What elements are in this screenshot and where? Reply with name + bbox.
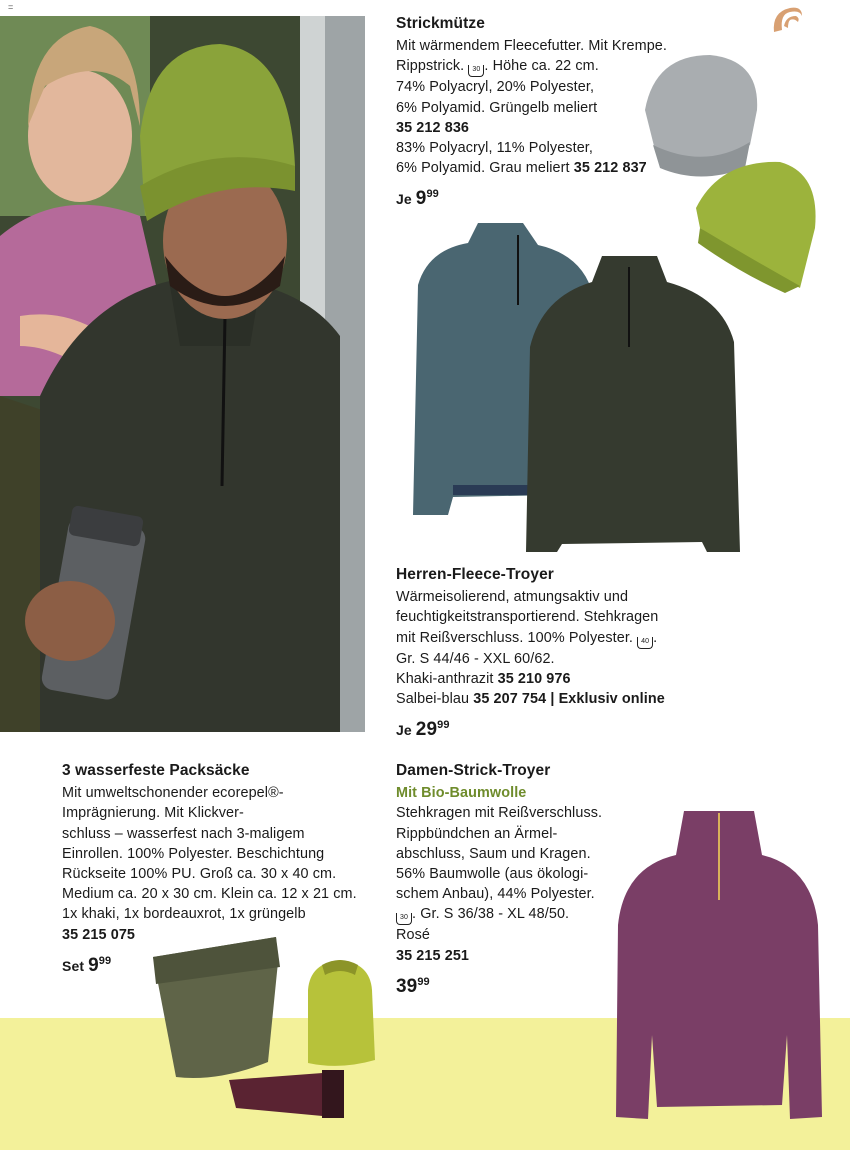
beanie-line — [396, 158, 667, 178]
hero-illustration — [0, 16, 365, 732]
beanie-line-text: Rippstrick. — [396, 58, 465, 75]
women-line: 56% Baumwolle (aus ökologi- — [396, 866, 589, 883]
packs-line: Einrollen. 100% Polyester. Beschichtung — [62, 845, 325, 862]
fleece-line-text: Salbei-blau — [396, 691, 470, 708]
women-line: Rosé — [396, 927, 430, 944]
care-label: 40 — [641, 637, 650, 645]
beanie-price — [396, 184, 667, 210]
green-pack-sack-image — [300, 955, 380, 1070]
fleece-price — [396, 715, 665, 741]
article-number: 35 215 251 — [396, 947, 470, 964]
fleece-line — [396, 689, 665, 709]
fleece-line-text: . — [653, 629, 658, 646]
price-integer: 9 — [415, 188, 427, 210]
beanie-line-text: 6% Polyamid. Grau meliert — [396, 160, 570, 177]
care-label: 30 — [472, 66, 481, 74]
price-prefix: Set — [62, 957, 85, 974]
packs-title: 3 wasserfeste Packsäcke — [62, 762, 250, 779]
packs-line: schluss – wasserfest nach 3-maligem — [62, 825, 305, 842]
fleece-line — [396, 669, 665, 689]
wash-30-icon — [468, 65, 484, 77]
beanie-line: 83% Polyacryl, 11% Polyester, — [396, 140, 593, 157]
women-line-text: . Gr. S 36/38 - XL 48/50. — [412, 906, 570, 923]
women-title: Damen-Strick-Troyer — [396, 762, 551, 779]
price-decimal: 99 — [417, 975, 430, 988]
women-price — [396, 972, 602, 998]
fleece-title: Herren-Fleece-Troyer — [396, 566, 554, 583]
price-decimal: 99 — [437, 719, 450, 732]
beanie-article-number — [396, 118, 667, 138]
women-description — [396, 761, 602, 998]
fleece-line-text: Khaki-anthrazit — [396, 670, 494, 687]
article-number: 35 212 837 — [573, 160, 647, 177]
beanie-line-text: . Höhe ca. 22 cm. — [484, 58, 599, 75]
women-subtitle: Mit Bio-Baumwolle — [396, 785, 527, 802]
wash-30-icon — [396, 913, 412, 925]
bordeaux-pack-sack-image — [226, 1060, 351, 1120]
price-prefix: Je — [396, 722, 412, 739]
women-line: Stehkragen mit Reißverschluss. — [396, 805, 603, 822]
beanie-title: Strickmütze — [396, 15, 485, 32]
article-number: 35 207 754 — [473, 691, 547, 708]
hero-photo — [0, 16, 365, 732]
page-marker: = — [8, 2, 14, 12]
women-line: Rippbündchen an Ärmel- — [396, 825, 558, 842]
price-integer: 29 — [415, 719, 438, 741]
wash-40-icon — [637, 637, 653, 649]
beanie-line: 74% Polyacryl, 20% Polyester, — [396, 79, 595, 96]
fleece-line: Gr. S 44/46 - XXL 60/62. — [396, 650, 555, 667]
rose-knit-troyer-image — [612, 805, 824, 1123]
beanie-line: Mit wärmendem Fleecefutter. Mit Krempe. — [396, 38, 668, 55]
fleece-description — [396, 565, 665, 741]
price-decimal: 99 — [426, 188, 439, 201]
price-integer: 9 — [88, 954, 99, 976]
price-prefix: Je — [396, 191, 412, 208]
article-number: 35 212 836 — [396, 119, 470, 136]
packs-line: Imprägnierung. Mit Klickver- — [62, 805, 244, 822]
online-exclusive-label: | Exklusiv online — [550, 691, 665, 708]
fleece-line-text: mit Reißverschluss. 100% Polyester. — [396, 629, 634, 646]
fleece-line: feuchtigkeitstransportierend. Stehkragen — [396, 609, 659, 626]
khaki-fleece-image — [522, 252, 742, 554]
women-line: schem Anbau), 44% Polyester. — [396, 886, 595, 903]
price-decimal: 99 — [98, 954, 112, 967]
beanie-line — [396, 56, 667, 77]
tchibo-logo-icon — [768, 2, 808, 38]
beanie-description — [396, 14, 667, 211]
women-line: abschluss, Saum und Kragen. — [396, 845, 591, 862]
fleece-line: Wärmeisolierend, atmungsaktiv und — [396, 589, 629, 606]
price-integer: 39 — [396, 975, 418, 997]
fleece-line — [396, 628, 665, 649]
beanie-line: 6% Polyamid. Grüngelb meliert — [396, 99, 598, 116]
care-label: 30 — [400, 914, 408, 922]
packs-line: Medium ca. 20 x 30 cm. Klein ca. 12 x 21 cm. — [62, 886, 357, 903]
article-number: 35 210 976 — [497, 670, 571, 687]
women-article-number — [396, 946, 602, 966]
women-line — [396, 904, 602, 925]
packs-line: Mit umweltschonender ecorepel®- — [62, 785, 284, 802]
packs-line: Rückseite 100% PU. Groß ca. 30 x 40 cm. — [62, 866, 337, 883]
packs-line: 1x khaki, 1x bordeauxrot, 1x grüngelb — [62, 906, 306, 923]
article-number: 35 215 075 — [62, 926, 136, 943]
